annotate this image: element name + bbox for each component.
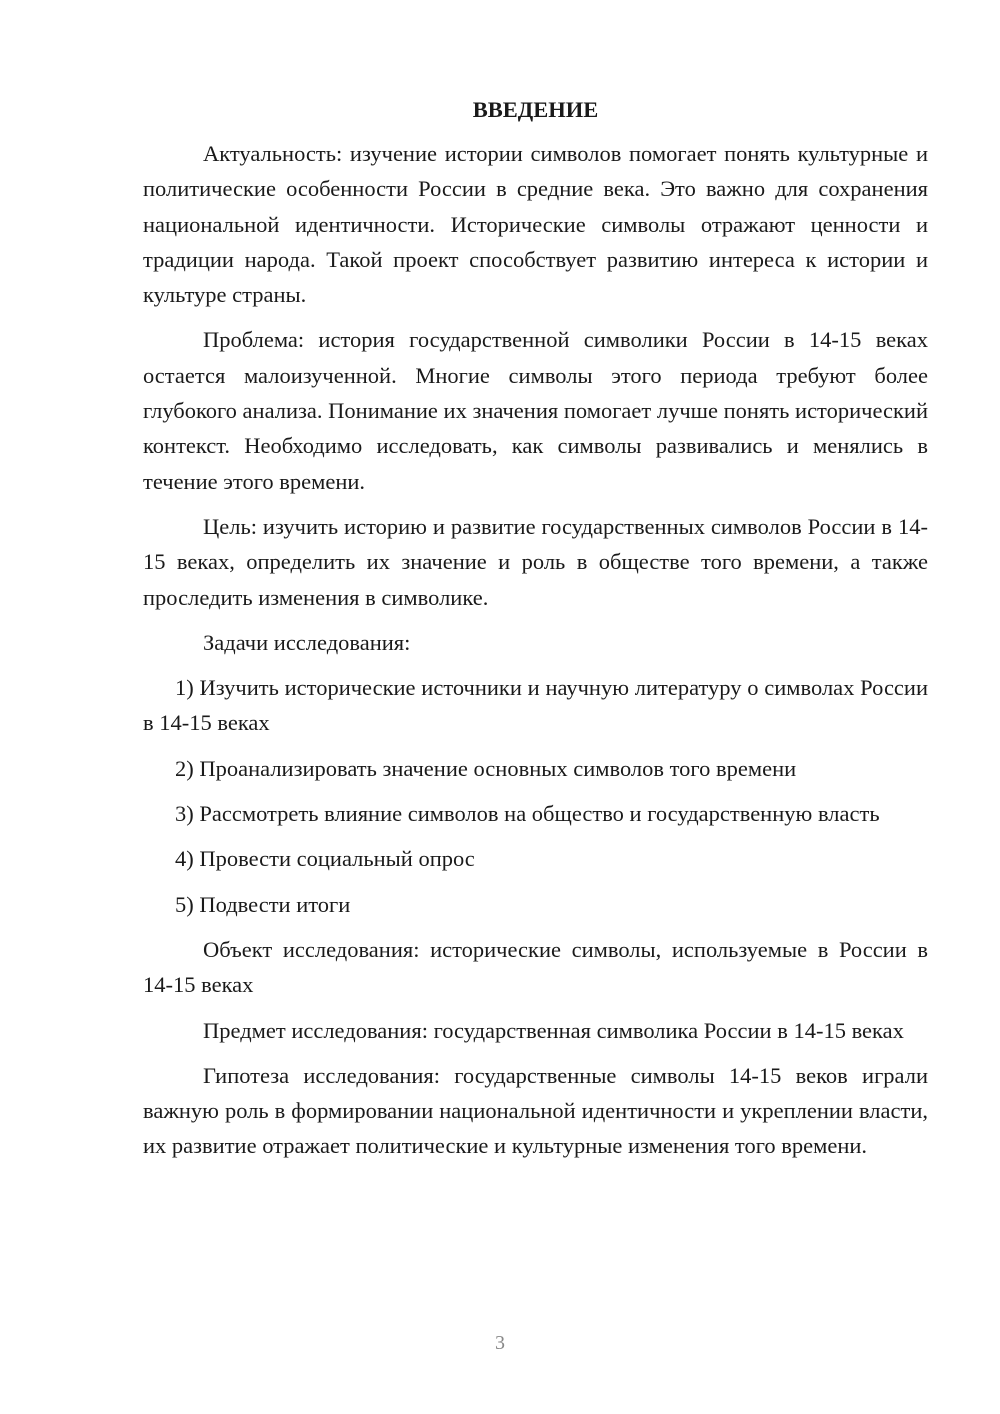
paragraph-subject: Предмет исследования: государственная символика России в 14-15 веках (203, 1017, 904, 1043)
task-item-5: 5) Подвести итоги (175, 891, 351, 917)
paragraph-relevance: Актуальность: изучение истории символов помогает понять культурные и политические особенности России в средние века. Это важно для сохранения национальной идентичности. Исторические символы отражают ценности и традиции народа. Такой проект способствует развитию интереса к истории и культуре страны. (143, 141, 928, 308)
paragraph-tasks-heading: Задачи исследования: (203, 629, 411, 655)
task-item-1: 1) Изучить исторические источники и научную литературу о символах России в 14-15 веках (143, 675, 928, 736)
paragraph-object: Объект исследования: исторические символы, используемые в России в 14-15 веках (143, 936, 928, 998)
paragraph-hypothesis: Гипотеза исследования: государственные символы 14-15 веков играли важную роль в формировании национальной идентичности и укреплении власти, их развитие отражает политические и культурные изменения того времени. (143, 1062, 928, 1159)
task-item-4: 4) Провести социальный опрос (175, 846, 475, 872)
task-item-3: 3) Рассмотреть влияние символов на общество и государственную власть (175, 801, 880, 827)
page-content (143, 92, 928, 1174)
page-title: ВВЕДЕНИЕ (472, 97, 599, 122)
task-item-2: 2) Проанализировать значение основных символов того времени (175, 755, 797, 781)
paragraph-problem: Проблема: история государственной символики России в 14-15 веках остается малоизученной. Многие символы этого периода требуют более глубокого анализа. Понимание их значения помогает лучше понять исторический контекст. Необходимо исследовать, как символы развивались и менялись в течение этого времени. (143, 327, 928, 494)
page-number: 3 (495, 1332, 505, 1354)
paragraph-goal: Цель: изучить историю и развитие государственных символов России в 14-15 веках, определить их значение и роль в обществе того времени, а также проследить изменения в символике. (143, 513, 928, 610)
